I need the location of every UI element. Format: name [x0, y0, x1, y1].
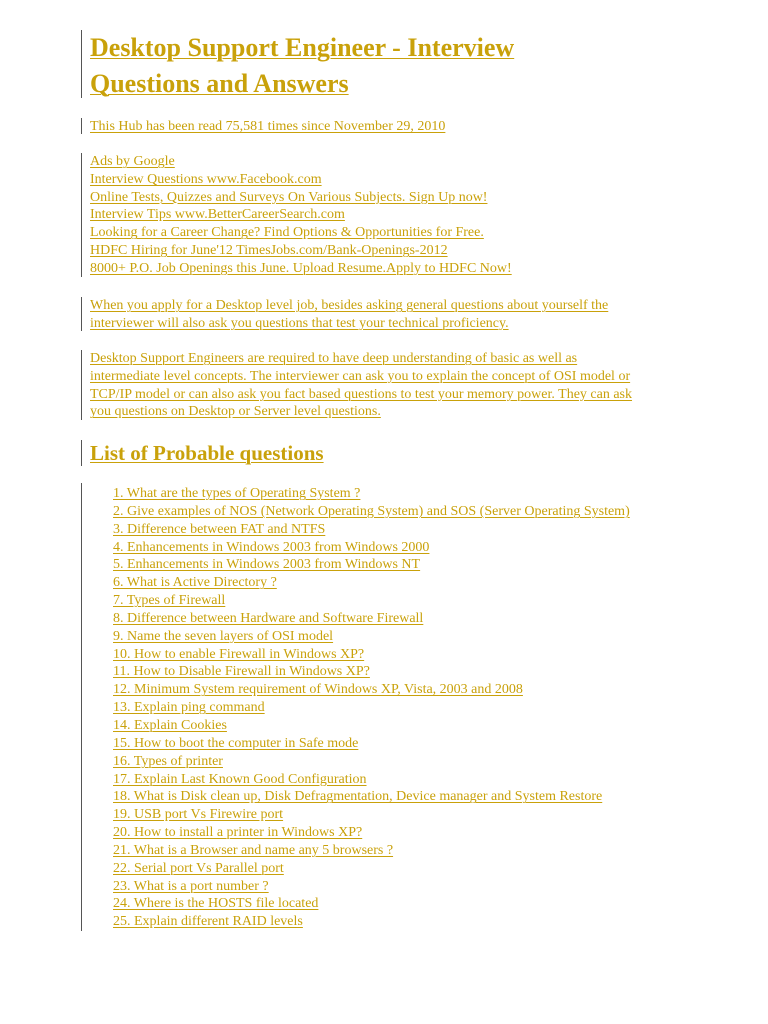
paragraph-line: When you apply for a Desktop level job, besides asking general questions about yourself the — [90, 298, 609, 313]
question-item[interactable] — [113, 699, 708, 717]
title-line-2[interactable]: Questions and Answers — [90, 69, 349, 98]
question-link[interactable]: 16. Types of printer — [113, 753, 223, 769]
question-link[interactable]: 8. Difference between Hardware and Software Firewall — [113, 610, 424, 626]
ad-link[interactable]: Interview Tips www.BetterCareerSearch.com — [90, 207, 345, 223]
para2-margin-bar — [81, 350, 82, 420]
paragraph-line: you questions on Desktop or Server level questions. — [90, 404, 381, 420]
question-link[interactable]: 6. What is Active Directory ? — [113, 575, 277, 591]
question-item[interactable] — [113, 681, 708, 699]
question-link[interactable]: 14. Explain Cookies — [113, 717, 227, 733]
ad-link[interactable]: HDFC Hiring for June'12 TimesJobs.com/Bank-Openings-2012 — [90, 242, 448, 258]
para1-margin-bar — [81, 297, 82, 331]
question-item[interactable] — [113, 556, 708, 574]
question-item[interactable] — [113, 824, 708, 842]
title-margin-bar — [81, 30, 82, 98]
read-count-text[interactable]: This Hub has been read 75,581 times since November 29, 2010 — [90, 119, 446, 134]
ad-link[interactable]: Online Tests, Quizzes and Surveys On Various Subjects. Sign Up now! — [90, 189, 488, 205]
ads-margin-bar — [81, 153, 82, 277]
heading-margin-bar — [81, 440, 82, 466]
question-item[interactable] — [113, 735, 708, 753]
question-link[interactable]: 12. Minimum System requirement of Windows XP, Vista, 2003 and 2008 — [113, 682, 523, 698]
question-item[interactable] — [113, 485, 708, 503]
question-link[interactable]: 24. Where is the HOSTS file located — [113, 896, 319, 912]
question-item[interactable] — [113, 717, 708, 735]
questions-heading[interactable] — [90, 440, 688, 466]
paragraph-line: TCP/IP model or can also ask you fact based questions to test your memory power. They can ask — [90, 386, 633, 402]
question-link[interactable]: 21. What is a Browser and name any 5 browsers ? — [113, 842, 394, 858]
title-line-1[interactable]: Desktop Support Engineer - Interview — [90, 33, 515, 62]
ad-link[interactable]: 8000+ P.O. Job Openings this June. Upload Resume.Apply to HDFC Now! — [90, 260, 512, 276]
meta-margin-bar — [81, 118, 82, 134]
questions-heading-text[interactable]: List of Probable questions — [90, 441, 324, 465]
question-link[interactable]: 15. How to boot the computer in Safe mode — [113, 735, 359, 751]
question-link[interactable]: 3. Difference between FAT and NTFS — [113, 521, 326, 537]
question-link[interactable]: 20. How to install a printer in Windows XP? — [113, 825, 363, 841]
question-item[interactable] — [113, 592, 708, 610]
intro-paragraph — [90, 297, 688, 333]
question-link[interactable]: 13. Explain ping command — [113, 700, 265, 716]
question-link[interactable]: 18. What is Disk clean up, Disk Defragmentation, Device manager and System Restore — [113, 789, 603, 805]
question-item[interactable] — [113, 753, 708, 771]
paragraph-line: Desktop Support Engineers are required to have deep understanding of basic as well as — [90, 351, 578, 366]
ad-link[interactable]: Looking for a Career Change? Find Options & Opportunities for Free. — [90, 225, 484, 241]
questions-list — [113, 485, 708, 931]
question-item[interactable] — [113, 878, 708, 896]
question-link[interactable]: 7. Types of Firewall — [113, 593, 226, 609]
question-link[interactable]: 10. How to enable Firewall in Windows XP? — [113, 646, 365, 662]
question-item[interactable] — [113, 521, 708, 539]
question-item[interactable] — [113, 788, 708, 806]
question-item[interactable] — [113, 646, 708, 664]
question-item[interactable] — [113, 628, 708, 646]
paragraph-line: intermediate level concepts. The interviewer can ask you to explain the concept of OSI model or — [90, 368, 631, 384]
question-link[interactable]: 2. Give examples of NOS (Network Operating System) and SOS (Server Operating System) — [113, 503, 630, 519]
question-link[interactable]: 4. Enhancements in Windows 2003 from Windows 2000 — [113, 539, 430, 555]
question-item[interactable] — [113, 860, 708, 878]
question-link[interactable]: 22. Serial port Vs Parallel port — [113, 860, 284, 876]
question-item[interactable] — [113, 663, 708, 681]
page-title[interactable] — [90, 30, 688, 102]
question-item[interactable] — [113, 895, 708, 913]
question-link[interactable]: 23. What is a port number ? — [113, 878, 269, 894]
question-item[interactable] — [113, 842, 708, 860]
question-link[interactable]: 5. Enhancements in Windows 2003 from Windows NT — [113, 557, 421, 573]
read-count[interactable] — [90, 118, 688, 136]
question-link[interactable]: 1. What are the types of Operating System ? — [113, 486, 361, 501]
question-item[interactable] — [113, 771, 708, 789]
question-link[interactable]: 9. Name the seven layers of OSI model — [113, 628, 334, 644]
question-link[interactable]: 19. USB port Vs Firewire port — [113, 807, 284, 823]
description-paragraph — [90, 350, 688, 421]
question-item[interactable] — [113, 610, 708, 628]
question-link[interactable]: 11. How to Disable Firewall in Windows XP? — [113, 664, 370, 680]
question-item[interactable] — [113, 539, 708, 557]
ads-block — [90, 153, 688, 278]
ads-header[interactable]: Ads by Google — [90, 154, 175, 169]
list-margin-bar — [81, 483, 82, 931]
question-link[interactable]: 25. Explain different RAID levels — [113, 914, 303, 930]
question-item[interactable] — [113, 806, 708, 824]
ad-link[interactable]: Interview Questions www.Facebook.com — [90, 171, 322, 187]
question-link[interactable]: 17. Explain Last Known Good Configuration — [113, 771, 367, 787]
paragraph-line: interviewer will also ask you questions that test your technical proficiency. — [90, 315, 509, 331]
question-item[interactable] — [113, 913, 708, 931]
question-item[interactable] — [113, 503, 708, 521]
question-item[interactable] — [113, 574, 708, 592]
